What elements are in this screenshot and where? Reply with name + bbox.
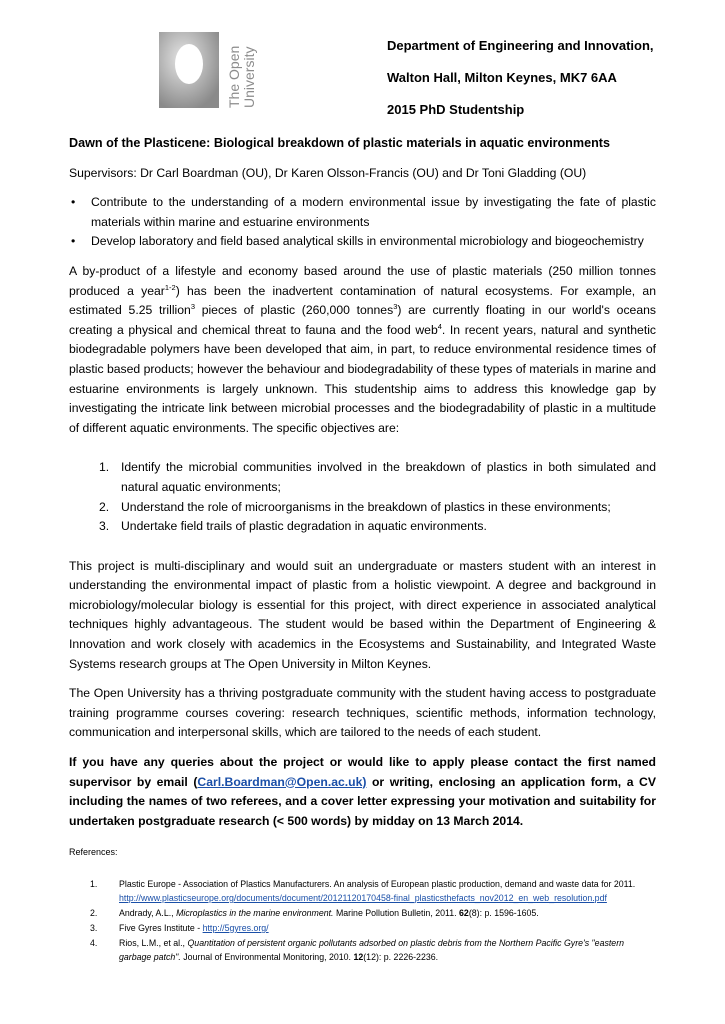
reference-journal: Journal of Environmental Monitoring, 2010. <box>180 952 354 962</box>
department-header <box>387 37 697 133</box>
reference-text: Plastic Europe - Association of Plastics Manufacturers. An analysis of European plastic production, demand and waste data for 2011. <box>119 879 636 889</box>
supervisors-line: Supervisors: Dr Carl Boardman (OU), Dr Karen Olsson-Francis (OU) and Dr Toni Gladding (OU) <box>69 165 587 180</box>
text-run: ) has been the inadvertent contamination of natural ecosystems. For example, an estimated 5.25 trillion <box>69 283 656 318</box>
logo-wordmark-line1: The Open <box>226 45 242 108</box>
list-item <box>99 517 656 537</box>
reference-journal: Marine Pollution Bulletin, 2011. <box>333 908 460 918</box>
reference-text: Five Gyres Institute - <box>119 923 203 933</box>
citation-superscript: 3 <box>190 302 195 312</box>
department-line: Department of Engineering and Innovation, <box>387 38 654 53</box>
text-run: or writing, enclosing an application form, a CV including the names of two referees, and a cover letter expressing your motivation and suitability for undertaken postgraduate research (< 500 words) by midday on 13 March 2014. <box>69 774 656 828</box>
citation-superscript: 3 <box>393 302 398 312</box>
text-run: A by-product of a lifestyle and economy based around the use of plastic materials (250 million tonnes produced a year <box>69 263 656 298</box>
reference-number: 3. <box>90 923 98 933</box>
list-number: 3. <box>99 519 110 534</box>
highlights-list <box>69 193 656 252</box>
text-run: pieces of plastic (260,000 tonnes <box>194 303 394 318</box>
text-run: ) are currently floating in our world's oceans creating a physical and chemical threat to fauna and the food web <box>69 303 656 337</box>
open-university-logo <box>157 30 257 110</box>
reference-authors: Andrady, A.L., <box>119 908 177 918</box>
reference-pages: (8): p. 1596-1605. <box>468 908 539 918</box>
list-text: Identify the microbial communities involved in the breakdown of plastics in both simulated and natural aquatic environments; <box>121 460 656 494</box>
list-text: Undertake field trails of plastic degradation in aquatic environments. <box>121 519 487 534</box>
list-item <box>99 498 656 518</box>
reference-title: Quantitation of persistent organic pollutants adsorbed on plastic debris from the Northern Pacific Gyre's "eastern garbage patch". <box>119 938 625 962</box>
citation-superscript: 4 <box>437 321 442 331</box>
logo-wordmark-line2: University <box>241 46 257 108</box>
project-title: Dawn of the Plasticene: Biological breakdown of plastic materials in aquatic environments <box>69 136 610 150</box>
list-number: 2. <box>99 499 110 514</box>
text-run: . In recent years, natural and synthetic biodegradable polymers have been developed that aim, in part, to reduce environmental residence times of plastic based products; however the behaviour and biodegradability of these types of materials in marine and estuarine environments is largely unknown. This studentship aims to address this knowledge gap by investigating the intricate link between microbial processes and the biodegradability of plastic in a multitude of different aquatic environments. The specific objectives are: <box>69 322 657 435</box>
list-text: Understand the role of microorganisms in the breakdown of plastics in these environments; <box>121 499 611 514</box>
reference-item <box>90 906 656 920</box>
references-heading: References: <box>69 847 118 858</box>
reference-number: 2. <box>90 908 98 918</box>
project-paragraph: This project is multi-disciplinary and would suit an undergraduate or masters student with an interest in understanding the environmental impact of plastic from a holistic viewpoint. A degree and background in microbiology/molecular biology is essential for this project, with direct experience in associated analytical techniques highly advantageous. The student would be based within the Department of Engineering & Innovation and work closely with academics in the Ecosystems and Sustainability, and Integrated Waste Systems research groups at The Open University in Milton Keynes. <box>69 558 656 671</box>
text-run: If you have any queries about the project or would like to apply please contact the first named supervisor by email ( <box>69 755 656 789</box>
reference-number: 4. <box>90 938 98 948</box>
reference-link[interactable]: http://5gyres.org/ <box>202 923 269 933</box>
references-list <box>69 877 656 964</box>
reference-title: Microplastics in the marine environment. <box>176 908 334 918</box>
reference-item <box>90 936 656 964</box>
address-line: Walton Hall, Milton Keynes, MK7 6AA <box>387 70 617 85</box>
supervisor-email-link[interactable]: Carl.Boardman@Open.ac.uk) <box>197 774 367 789</box>
logo-o-shape <box>175 44 203 84</box>
document-body <box>69 134 656 965</box>
reference-volume: 62 <box>459 908 469 918</box>
reference-authors: Rios, L.M., et al., <box>119 938 188 948</box>
reference-number: 1. <box>90 879 98 889</box>
citation-superscript: 1-2 <box>164 282 176 292</box>
studentship-line: 2015 PhD Studentship <box>387 102 525 117</box>
list-item: • Contribute to the understanding of a modern environmental issue by investigating the fate of plastic materials within marine and estuarine environments <box>69 193 656 232</box>
contact-paragraph <box>69 753 656 831</box>
list-item <box>99 458 656 497</box>
list-item: • Develop laboratory and field based analytical skills in environmental microbiology and biogeochemistry <box>69 232 656 252</box>
intro-paragraph <box>69 262 656 438</box>
community-paragraph: The Open University has a thriving postgraduate community with the student having access to postgraduate training programme courses covering: research techniques, scientific methods, information technology, communication and interpersonal skills, which are tailored to the needs of each student. <box>69 686 656 740</box>
reference-volume: 12 <box>353 952 364 962</box>
list-number: 1. <box>99 460 110 475</box>
reference-item <box>90 921 656 935</box>
reference-pages: (12): p. 2226-2236. <box>363 952 439 962</box>
reference-item <box>90 877 656 905</box>
objectives-list <box>69 458 656 536</box>
reference-link[interactable]: http://www.plasticseurope.org/documents/document/20121120170458-final_plasticsthefacts_nov2012_en_web_resolution.pdf <box>119 893 607 903</box>
